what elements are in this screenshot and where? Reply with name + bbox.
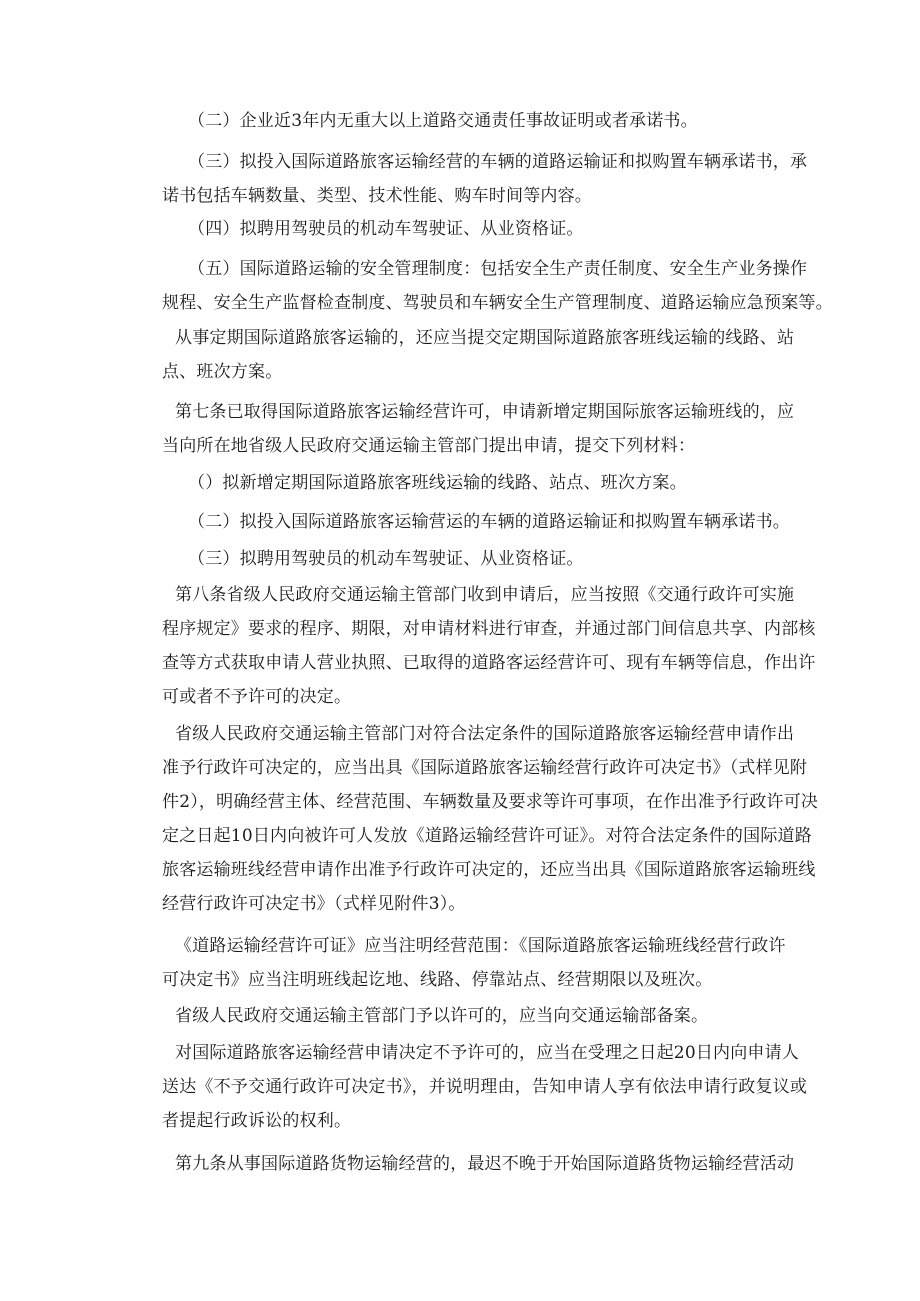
text-line: （四）拟聘用驾驶员的机动车驾驶证、从业资格证。 bbox=[188, 219, 584, 239]
text-line: 《道路运输经营许可证》应当注明经营范围：《国际道路旅客运输班线经营行政许 bbox=[175, 936, 786, 956]
text-line: 经营行政许可决定书》（式样见附件3）。 bbox=[162, 894, 466, 914]
text-line: （二）企业近3年内无重大以上道路交通责任事故证明或者承诺书。 bbox=[188, 111, 698, 131]
text-line: 送达《不予交通行政许可决定书》，并说明理由，告知申请人享有依法申请行政复议或 bbox=[162, 1077, 808, 1097]
text-line: 旅客运输班线经营申请作出准予行政许可决定的，还应当出具《国际道路旅客运输班线 bbox=[162, 860, 816, 880]
text-line: （五）国际道路运输的安全管理制度：包括安全生产责任制度、安全生产业务操作 bbox=[188, 259, 808, 279]
text-line: 定之日起10日内向被许可人发放《道路运输经营许可证》。对符合法定条件的国际道路 bbox=[162, 826, 812, 846]
text-line: 可决定书》应当注明班线起讫地、线路、停靠站点、经营期限以及班次。 bbox=[162, 970, 713, 990]
text-line: （二）拟投入国际道路旅客运输营运的车辆的道路运输证和拟购置车辆承诺书。 bbox=[188, 512, 790, 532]
text-line: 第八条省级人民政府交通运输主管部门收到申请后，应当按照《交通行政许可实施 bbox=[175, 585, 795, 605]
text-line: 件2），明确经营主体、经营范围、车辆数量及要求等许可事项，在作出准予行政许可决 bbox=[162, 792, 819, 812]
text-line: 程序规定》要求的程序、期限，对申请材料进行审查，并通过部门间信息共享、内部核 bbox=[162, 619, 816, 639]
text-line: 当向所在地省级人民政府交通运输主管部门提出申请，提交下列材料： bbox=[162, 436, 696, 456]
text-line: 从事定期国际道路旅客运输的，还应当提交定期国际道路旅客班线运输的线路、站 bbox=[175, 328, 795, 348]
text-line: 点、班次方案。 bbox=[162, 362, 283, 382]
text-line: 第九条从事国际道路货物运输经营的，最迟不晚于开始国际道路货物运输经营活动 bbox=[175, 1154, 795, 1174]
text-line: （三）拟聘用驾驶员的机动车驾驶证、从业资格证。 bbox=[188, 549, 584, 569]
text-line: 第七条已取得国际道路旅客运输经营许可，申请新增定期国际旅客运输班线的，应 bbox=[175, 402, 795, 422]
text-line: 诺书包括车辆数量、类型、技术性能、购车时间等内容。 bbox=[162, 186, 592, 206]
text-line: 省级人民政府交通运输主管部门对符合法定条件的国际道路旅客运输经营申请作出 bbox=[175, 724, 795, 744]
text-line: 对国际道路旅客运输经营申请决定不予许可的，应当在受理之日起20日内向申请人 bbox=[175, 1043, 800, 1063]
text-line: 可或者不予许可的决定。 bbox=[162, 687, 352, 707]
text-line: （三）拟投入国际道路旅客运输经营的车辆的道路运输证和拟购置车辆承诺书，承 bbox=[188, 152, 808, 172]
text-line: 者提起行政诉讼的权利。 bbox=[162, 1111, 352, 1131]
text-line: （）拟新增定期国际道路旅客班线运输的线路、站点、班次方案。 bbox=[188, 473, 687, 493]
text-line: 省级人民政府交通运输主管部门予以许可的，应当向交通运输部备案。 bbox=[175, 1006, 709, 1026]
text-line: 查等方式获取申请人营业执照、已取得的道路客运经营许可、现有车辆等信息，作出许 bbox=[162, 653, 816, 673]
text-line: 规程、安全生产监督检查制度、驾驶员和车辆安全生产管理制度、道路运输应急预案等。 bbox=[162, 293, 833, 313]
text-line: 准予行政许可决定的，应当出具《国际道路旅客运输经营行政许可决定书》（式样见附 bbox=[162, 758, 808, 778]
